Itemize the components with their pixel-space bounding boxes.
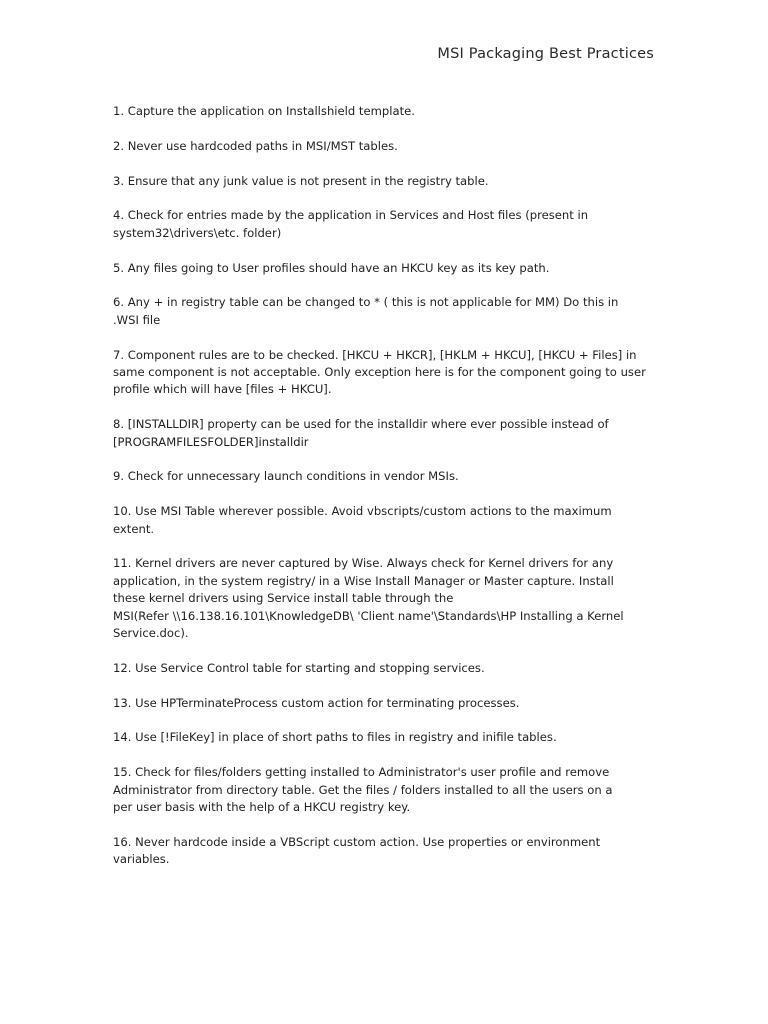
practice-item-5	[113, 260, 653, 277]
practice-item-line: [PROGRAMFILESFOLDER]installdir	[113, 434, 309, 449]
practice-item-line: 1. Capture the application on Installshield template.	[113, 104, 415, 118]
practice-item-line: per user basis with the help of a HKCU registry key.	[113, 800, 411, 815]
practice-item-line: 6. Any + in registry table can be changed to * ( this is not applicable for MM) Do this in	[113, 295, 619, 310]
practice-item-line: 11. Kernel drivers are never captured by Wise. Always check for Kernel drivers for any	[113, 556, 614, 571]
practice-item-line: 13. Use HPTerminateProcess custom action for terminating processes.	[113, 695, 520, 710]
practice-item-line: variables.	[113, 852, 170, 867]
practice-item-line: 5. Any files going to User profiles should have an HKCU key as its key path.	[113, 260, 550, 275]
practice-item-line: 16. Never hardcode inside a VBScript custom action. Use properties or environment	[113, 834, 601, 849]
practice-item-4	[113, 207, 653, 242]
practice-item-8	[113, 416, 653, 451]
practice-item-line: 4. Check for entries made by the application in Services and Host files (present in	[113, 208, 589, 223]
practice-item-line: same component is not acceptable. Only exception here is for the component going to user	[113, 365, 646, 379]
practice-item-line: these kernel drivers using Service install table through the	[113, 591, 454, 606]
practice-item-9	[113, 468, 653, 485]
practice-item-line: 10. Use MSI Table wherever possible. Avoid vbscripts/custom actions to the maximum	[113, 504, 612, 519]
practices-list	[113, 103, 653, 886]
practice-item-10	[113, 503, 653, 538]
practice-item-line: 15. Check for files/folders getting installed to Administrator's user profile and remove	[113, 765, 610, 780]
practice-item-2	[113, 138, 653, 155]
practice-item-14	[113, 729, 653, 746]
practice-item-line: profile which will have [files + HKCU].	[113, 382, 332, 397]
practice-item-line: 9. Check for unnecessary launch conditions in vendor MSIs.	[113, 469, 459, 484]
practice-item-7	[113, 347, 653, 399]
practice-item-line: 3. Ensure that any junk value is not present in the registry table.	[113, 173, 489, 188]
practice-item-line: Service.doc).	[113, 626, 189, 641]
practice-item-line: 14. Use [!FileKey] in place of short paths to files in registry and inifile tables.	[113, 730, 557, 745]
practice-item-line: Administrator from directory table. Get the files / folders installed to all the users on a	[113, 782, 613, 797]
practice-item-15	[113, 764, 653, 816]
practice-item-line: MSI(Refer \\16.138.16.101\KnowledgeDB\ 'Client name'\Standards\HP Installing a Kernel	[113, 608, 624, 623]
practice-item-13	[113, 695, 653, 712]
practice-item-12	[113, 660, 653, 677]
practice-item-line: system32\drivers\etc. folder)	[113, 225, 282, 240]
document-title: MSI Packaging Best Practices	[437, 46, 654, 62]
practice-item-line: 12. Use Service Control table for starting and stopping services.	[113, 660, 485, 675]
practice-item-line: 7. Component rules are to be checked. [HKCU + HKCR], [HKLM + HKCU], [HKCU + Files] in	[113, 347, 637, 362]
practice-item-line: application, in the system registry/ in a Wise Install Manager or Master capture. Install	[113, 573, 614, 588]
practice-item-16	[113, 834, 653, 869]
practice-item-line: .WSI file	[113, 312, 161, 327]
practice-item-1	[113, 103, 653, 120]
practice-item-11	[113, 555, 653, 642]
practice-item-line: extent.	[113, 521, 155, 536]
practice-item-line: 8. [INSTALLDIR] property can be used for the installdir where ever possible instead of	[113, 417, 609, 432]
practice-item-3	[113, 173, 653, 190]
practice-item-6	[113, 294, 653, 329]
practice-item-line: 2. Never use hardcoded paths in MSI/MST tables.	[113, 138, 398, 153]
